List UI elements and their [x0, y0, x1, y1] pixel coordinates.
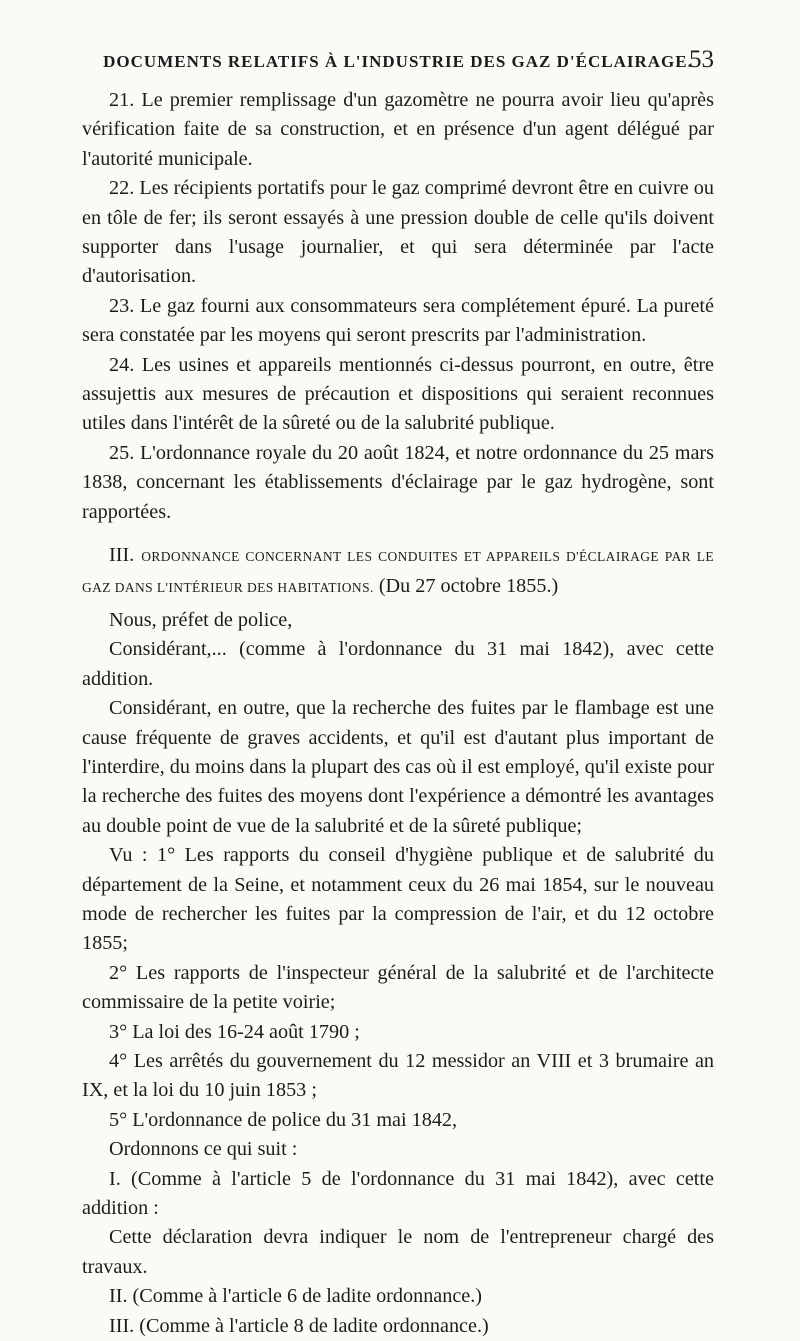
paragraph: 24. Les usines et appareils mentionnés ci-dessus pourront, en outre, être assujettis aux mesures de précaution et dispositions qui seraient reconnues utiles dans l'intérêt de la sûreté ou de la salubrité publique.: [82, 353, 714, 435]
ordinance-body: [82, 606, 714, 1341]
running-header: [82, 46, 714, 86]
section-date: (Du 27 octobre 1855.): [378, 574, 559, 597]
paragraph: 4° Les arrêtés du gouvernement du 12 messidor an VIII et 3 brumaire an IX, et la loi du 10 juin 1853 ;: [82, 1050, 714, 1102]
paragraph: 23. Le gaz fourni aux consommateurs sera complétement épuré. La pureté sera constatée par les moyens qui seront prescrits par l'administration.: [82, 294, 714, 347]
paragraph: Considérant, en outre, que la recherche des fuites par le flambage est une cause fréquente de graves accidents, et qu'il est d'autant plus important de l'interdire, du moins dans la plupart des cas où il est employé, qu'il existe pour la recherche des fuites des moyens dont l'expérience a démontré les avantages au double point de vue de la salubrité et de la sûreté publique;: [82, 697, 714, 837]
paragraph: 25. L'ordonnance royale du 20 août 1824, et notre ordonnance du 25 mars 1838, concernant les établissements d'éclairage par le gaz hydrogène, sont rapportées.: [82, 441, 714, 523]
paragraph: Nous, préfet de police,: [109, 608, 293, 631]
paragraph: I. (Comme à l'article 5 de l'ordonnance du 31 mai 1842), avec cette addition :: [82, 1167, 714, 1220]
section-number: III.: [109, 544, 135, 567]
paragraph: III. (Comme à l'article 8 de ladite ordonnance.): [109, 1314, 489, 1337]
paragraph: Ordonnons ce qui suit :: [109, 1138, 298, 1161]
page-number: 53: [689, 46, 714, 73]
paragraph: 21. Le premier remplissage d'un gazomètre ne pourra avoir lieu qu'après vérification faite de sa construction, et en présence d'un agent délégué par l'autorité municipale.: [82, 89, 714, 170]
paragraph: 2° Les rapports de l'inspecteur général de la salubrité et de l'architecte commissaire de la petite voirie;: [82, 961, 714, 1014]
section-heading: [82, 541, 714, 602]
paragraph: 5° L'ordonnance de police du 31 mai 1842,: [109, 1108, 458, 1131]
paragraph: 22. Les récipients portatifs pour le gaz comprimé devront être en cuivre ou en tôle de fer; ils seront essayés à une pression double de celle qu'ils doivent supporter dans l'usage journalier, et qui sera déterminée par l'acte d'autorisation.: [82, 177, 714, 288]
section-title: ORDONNANCE CONCERNANT LES CONDUITES ET APPAREILS D'ÉCLAIRAGE PAR LE GAZ DANS L'INTÉRIEUR DES HABITATIONS.: [82, 549, 715, 595]
paragraph: Vu : 1° Les rapports du conseil d'hygiène publique et de salubrité du département de la Seine, et notamment ceux du 26 mai 1854, sur le nouveau mode de rechercher les fuites par la compression de l'air, et du 12 octobre 1855;: [82, 844, 714, 955]
articles-top: [82, 86, 714, 527]
running-title: DOCUMENTS RELATIFS À L'INDUSTRIE DES GAZ D'ÉCLAIRAGE.: [103, 52, 693, 71]
paragraph: II. (Comme à l'article 6 de ladite ordonnance.): [109, 1285, 483, 1308]
paragraph: Cette déclaration devra indiquer le nom de l'entrepreneur chargé des travaux.: [82, 1226, 714, 1278]
paragraph: Considérant,... (comme à l'ordonnance du 31 mai 1842), avec cette addition.: [82, 638, 714, 690]
paragraph: 3° La loi des 16-24 août 1790 ;: [109, 1020, 360, 1043]
